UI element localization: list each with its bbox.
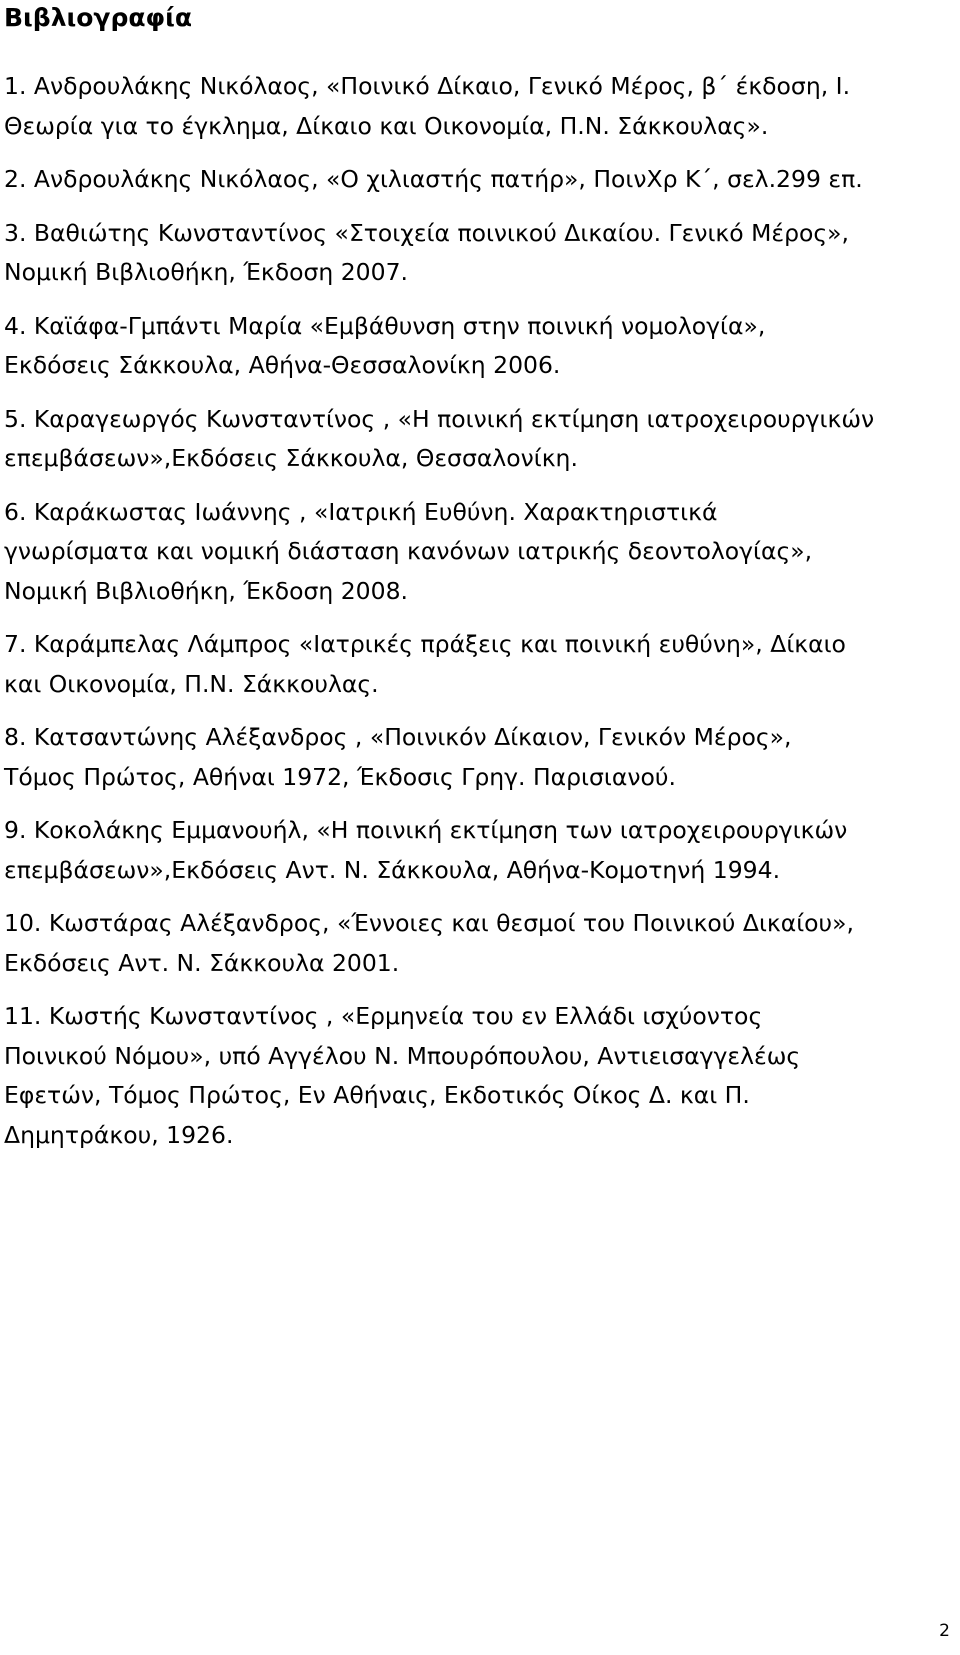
bibliography-entry bbox=[4, 904, 944, 983]
entry-line: επεμβάσεων»,Εκδόσεις Σάκκουλα, Θεσσαλονίκη. bbox=[4, 444, 578, 472]
entry-line: Θεωρία για το έγκλημα, Δίκαιο και Οικονομία, Π.Ν. Σάκκουλας». bbox=[4, 111, 769, 140]
bibliography-entry bbox=[4, 811, 944, 890]
bibliography-entry bbox=[4, 493, 944, 612]
bibliography-entry bbox=[4, 160, 944, 200]
entry-line: 11. Κωστής Κωνσταντίνος , «Ερμηνεία του εν Ελλάδι ισχύοντος bbox=[4, 1002, 763, 1030]
entry-line: 10. Κωστάρας Αλέξανδρος, «Έννοιες και θεσμοί του Ποινικού Δικαίου», bbox=[4, 909, 855, 937]
entry-line: 8. Κατσαντώνης Αλέξανδρος , «Ποινικόν Δίκαιον, Γενικόν Μέρος», bbox=[4, 723, 792, 751]
bibliography-entry bbox=[4, 214, 944, 293]
entry-line: Εκδόσεις Σάκκουλα, Αθήνα-Θεσσαλονίκη 2006. bbox=[4, 351, 561, 379]
entry-line: 5. Καραγεωργός Κωνσταντίνος , «Η ποινική εκτίμηση ιατροχειρουργικών bbox=[4, 404, 875, 433]
bibliography-entry bbox=[4, 997, 944, 1155]
entry-line: γνωρίσματα και νομική διάσταση κανόνων ιατρικής δεοντολογίας», bbox=[4, 537, 813, 565]
entry-line: 4. Καϊάφα-Γμπάντι Μαρία «Εμβάθυνση στην ποινική νομολογία», bbox=[4, 311, 766, 340]
entry-line: 2. Ανδρουλάκης Νικόλαος, «Ο χιλιαστής πατήρ», ΠοινΧρ Κ΄, σελ.299 επ. bbox=[4, 165, 863, 193]
bibliography-entry bbox=[4, 625, 944, 704]
page-title: Βιβλιογραφία bbox=[4, 3, 193, 32]
bibliography-entry bbox=[4, 67, 944, 146]
entry-line: Ποινικού Νόμου», υπό Αγγέλου Ν. Μπουρόπουλου, Αντιεισαγγελέως bbox=[4, 1041, 801, 1070]
entry-line: Δημητράκου, 1926. bbox=[4, 1120, 234, 1149]
entry-line: Εφετών, Τόμος Πρώτος, Εν Αθήναις, Εκδοτικός Οίκος Δ. και Π. bbox=[4, 1081, 750, 1109]
bibliography-list bbox=[4, 67, 944, 1169]
entry-line: 3. Βαθιώτης Κωνσταντίνος «Στοιχεία ποινικού Δικαίου. Γενικό Μέρος», bbox=[4, 218, 850, 247]
entry-line: 1. Ανδρουλάκης Νικόλαος, «Ποινικό Δίκαιο, Γενικό Μέρος, β΄ έκδοση, Ι. bbox=[4, 72, 851, 100]
entry-line: 9. Κοκολάκης Εμμανουήλ, «Η ποινική εκτίμηση των ιατροχειρουργικών bbox=[4, 816, 848, 844]
entry-line: Εκδόσεις Αντ. Ν. Σάκκουλα 2001. bbox=[4, 948, 400, 977]
entry-line: Νομική Βιβλιοθήκη, Έκδοση 2008. bbox=[4, 576, 409, 605]
entry-line: Νομική Βιβλιοθήκη, Έκδοση 2007. bbox=[4, 258, 409, 286]
entry-line: και Οικονομία, Π.Ν. Σάκκουλας. bbox=[4, 669, 379, 698]
entry-line: Τόμος Πρώτος, Αθήναι 1972, Έκδοσις Γρηγ. Παρισιανού. bbox=[4, 762, 676, 791]
page-number: 2 bbox=[939, 1621, 950, 1641]
entry-line: 7. Καράμπελας Λάμπρος «Ιατρικές πράξεις και ποινική ευθύνη», Δίκαιο bbox=[4, 630, 846, 658]
entry-line: επεμβάσεων»,Εκδόσεις Αντ. Ν. Σάκκουλα, Αθήνα-Κομοτηνή 1994. bbox=[4, 855, 781, 884]
bibliography-entry bbox=[4, 400, 944, 479]
bibliography-entry bbox=[4, 307, 944, 386]
entry-line: 6. Καράκωστας Ιωάννης , «Ιατρική Ευθύνη. Χαρακτηριστικά bbox=[4, 497, 718, 526]
bibliography-entry bbox=[4, 718, 944, 797]
